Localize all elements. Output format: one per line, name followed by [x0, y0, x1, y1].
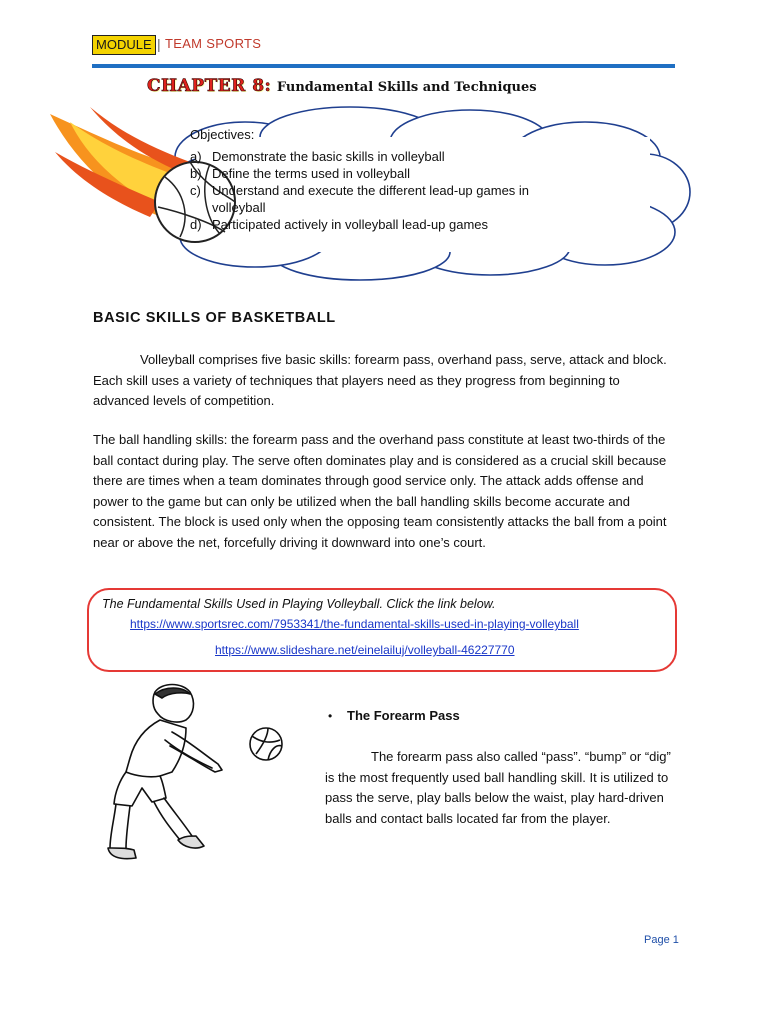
volleyball-icon: [250, 728, 282, 760]
header-separator: |: [157, 36, 161, 52]
objective-marker: b): [190, 166, 202, 181]
objectives-title: Objectives:: [190, 127, 255, 142]
objective-marker: d): [190, 217, 202, 232]
objective-text: Participated actively in volleyball lead-up games: [212, 217, 489, 232]
chapter-label: CHAPTER 8:: [147, 76, 272, 96]
module-tag: MODULE: [92, 35, 156, 55]
forearm-pass-text: The forearm pass also called “pass”. “bump” or “dig” is the most frequently used ball handling skill. It is utilized to pass the serve, play balls below the waist, play hard-driven balls and contact balls located far from the player.: [325, 749, 671, 826]
bullet-icon: •: [328, 709, 333, 723]
objective-item: [190, 165, 560, 182]
objective-text: Define the terms used in volleyball: [212, 166, 410, 181]
objectives-block: [190, 127, 560, 233]
objective-text: Understand and execute the different lead-up games in volleyball: [212, 183, 530, 215]
objective-item: [190, 182, 532, 216]
paragraph-intro: Volleyball comprises five basic skills: forearm pass, overhand pass, serve, attack and block. Each skill uses a variety of techniques that players need as they progress from beginning to advanced levels of competition.: [93, 352, 667, 408]
objective-item: [190, 148, 560, 165]
forearm-pass-illustration: [100, 680, 300, 865]
paragraph-ball-handling: The ball handling skills: the forearm pass and the overhand pass constitute at least two-thirds of the ball contact during play. The serve often dominates play and is considered as a crucial skill because there are times when a team dominates through good service only. The attack adds offense and power to the game but can only be utilized when the ball handling skills become accurate and consistent. The block is used only when the opposing team consistently attacks the ball from a point near or above the net, forcefully driving it downward into one’s court.: [93, 432, 667, 550]
page-number: Page 1: [644, 934, 679, 946]
header-rule: [92, 64, 675, 68]
objective-text: Demonstrate the basic skills in volleyball: [212, 149, 445, 164]
objective-item: [190, 216, 560, 233]
links-intro: The Fundamental Skills Used in Playing Volleyball. Click the link below.: [102, 597, 496, 611]
sportsrec-link[interactable]: https://www.sportsrec.com/7953341/the-fundamental-skills-used-in-playing-volleyball: [130, 617, 579, 631]
objective-marker: c): [190, 183, 201, 198]
header-title: TEAM SPORTS: [165, 36, 262, 51]
section-title: BASIC SKILLS OF BASKETBALL: [93, 310, 336, 326]
chapter-subtitle: Fundamental Skills and Techniques: [276, 80, 537, 95]
chapter-title: [147, 76, 537, 96]
slideshare-link[interactable]: https://www.slideshare.net/einelailuj/volleyball-46227770: [215, 643, 515, 657]
objective-marker: a): [190, 149, 202, 164]
forearm-pass-heading: The Forearm Pass: [347, 708, 460, 723]
